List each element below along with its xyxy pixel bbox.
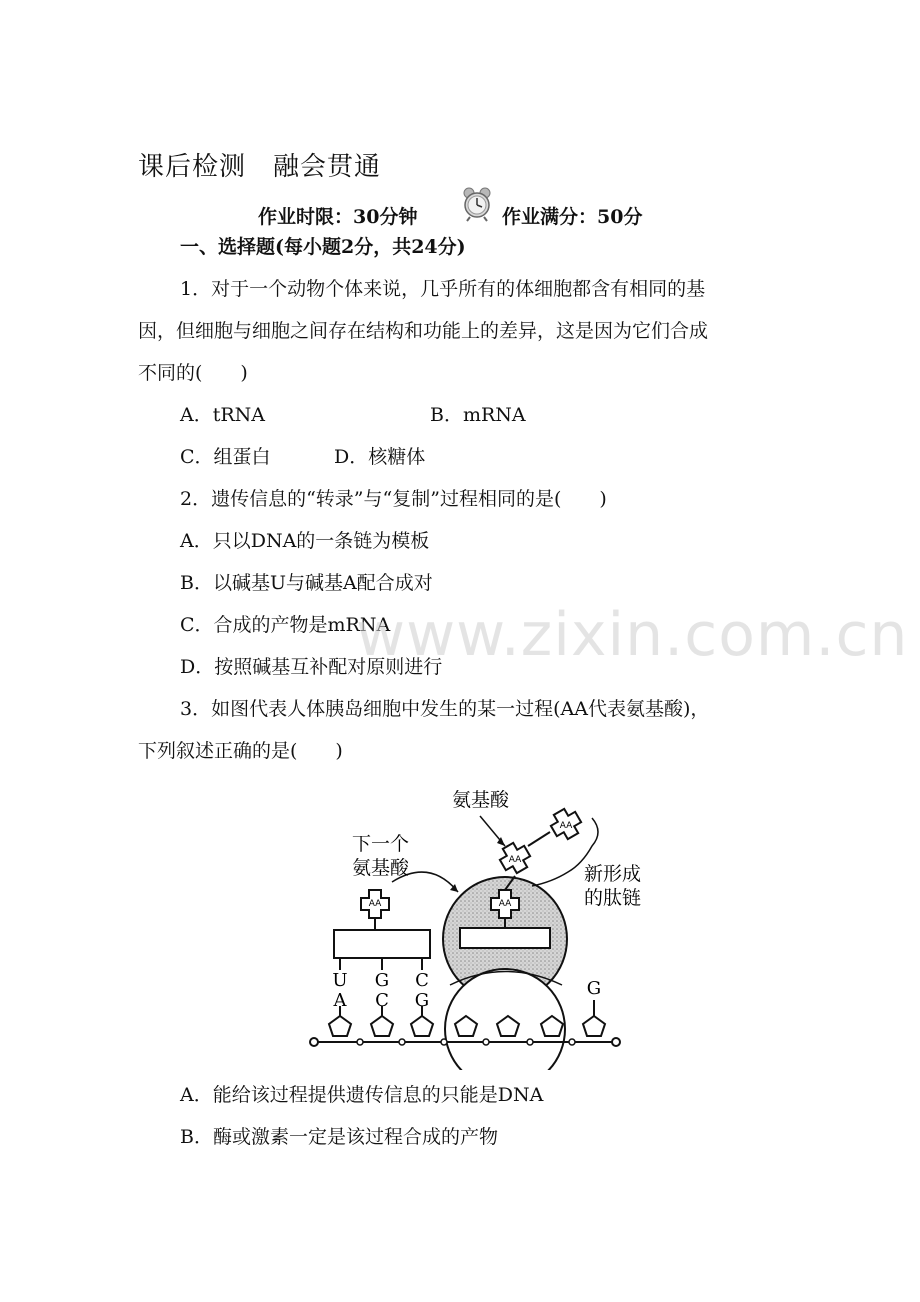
- anticodon-base-2: G: [374, 970, 390, 991]
- aa-label-chain-2: AA: [559, 821, 573, 831]
- label-amino-acid: 氨基酸: [452, 789, 510, 811]
- codon-base-3: G: [414, 990, 430, 1011]
- time-limit: 作业时限：30分钟: [258, 206, 418, 228]
- section-title: 课后检测 融会贯通: [138, 152, 382, 182]
- q3-stem-line2: 下列叙述正确的是( ): [138, 740, 343, 762]
- incoming-trna: [334, 890, 430, 970]
- q3-option-b: B．酶或激素一定是该过程合成的产物: [180, 1126, 498, 1148]
- extra-base: G: [586, 978, 602, 999]
- section-heading: 一、选择题(每小题2分，共24分): [180, 236, 466, 258]
- label-peptide-line1: 新形成: [584, 863, 642, 885]
- q1-option-c: C．组蛋白: [180, 446, 271, 468]
- q1-stem-line1: 1．对于一个动物个体来说，几乎所有的体细胞都含有相同的基: [180, 278, 706, 300]
- q2-stem: 2．遗传信息的“转录”与“复制”过程相同的是( ): [180, 488, 607, 510]
- label-next-line2: 氨基酸: [352, 857, 410, 879]
- q2-option-c: C．合成的产物是mRNA: [180, 614, 391, 636]
- q1-option-d: D．核糖体: [334, 446, 426, 468]
- alarm-clock-icon: [460, 186, 494, 222]
- codon-base-2: C: [375, 990, 389, 1011]
- full-score: 作业满分：50分: [502, 206, 643, 228]
- q2-option-d: D．按照碱基互补配对原则进行: [180, 656, 443, 678]
- translation-diagram: [300, 780, 660, 1070]
- q2-option-a: A．只以DNA的一条链为模板: [180, 530, 430, 552]
- q1-option-b: B．mRNA: [430, 404, 526, 426]
- anticodon-base-1: U: [332, 970, 348, 991]
- label-next-line1: 下一个: [352, 833, 410, 855]
- aa-label-chain-1: AA: [508, 855, 522, 865]
- aa-label-incoming: AA: [368, 899, 382, 909]
- watermark: www.zixin.com.cn: [356, 600, 909, 670]
- label-peptide-line2: 的肽链: [584, 887, 642, 909]
- anticodon-base-3: C: [415, 970, 429, 991]
- q3-stem-line1: 3．如图代表人体胰岛细胞中发生的某一过程(AA代表氨基酸)，: [180, 698, 710, 720]
- aa-label-bound: AA: [498, 899, 512, 909]
- q3-option-a: A．能给该过程提供遗传信息的只能是DNA: [180, 1084, 544, 1106]
- ribosome-trna-bar: [460, 928, 550, 948]
- codon-base-1: A: [333, 990, 347, 1011]
- q1-stem-line3: 不同的( ): [138, 362, 248, 384]
- q1-option-a: A．tRNA: [180, 404, 266, 426]
- q2-option-b: B．以碱基U与碱基A配合成对: [180, 572, 433, 594]
- q1-stem-line2: 因，但细胞与细胞之间存在结构和功能上的差异，这是因为它们合成: [138, 320, 709, 342]
